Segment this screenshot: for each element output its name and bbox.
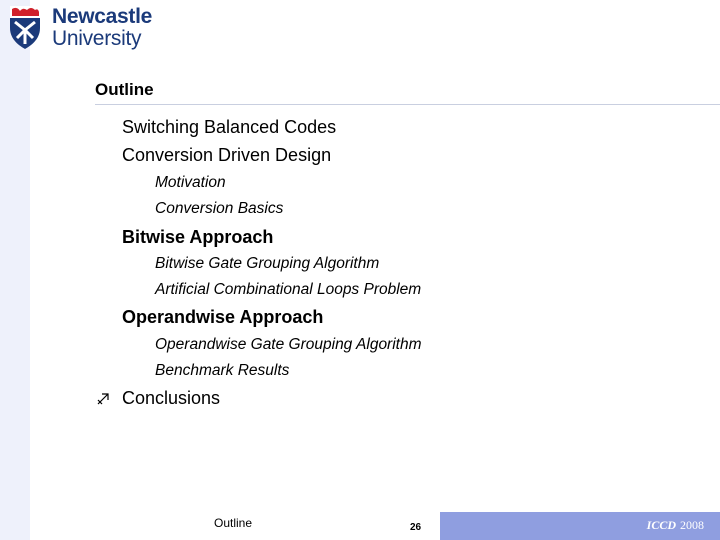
conference-name: ICCD [646,518,676,532]
outline-subitem-artificial-loops: Artificial Combinational Loops Problem [155,281,422,298]
conference-year: 2008 [680,518,704,532]
outline-subitem-motivation: Motivation [155,174,226,191]
title-divider [95,104,720,105]
outline-item-operandwise-approach: Operandwise Approach [122,307,324,327]
outline-subitem-benchmark-results: Benchmark Results [155,362,290,379]
outline-item-conversion-driven-design: Conversion Driven Design [122,145,332,165]
logo-name-line1: Newcastle [52,5,153,28]
footer-section-label: Outline [214,516,253,530]
outline-subitem-conversion-basics: Conversion Basics [155,200,284,217]
arrow-icon [96,390,112,406]
page-number: 26 [410,522,422,533]
outline-item-switching-balanced-codes: Switching Balanced Codes [122,117,337,137]
shield-icon [8,4,42,50]
outline-subitem-operandwise-gate-grouping: Operandwise Gate Grouping Algorithm [155,336,422,353]
footer-conference [647,518,704,533]
left-decorative-strip [0,0,30,540]
outline-subitem-bitwise-gate-grouping: Bitwise Gate Grouping Algorithm [155,255,380,272]
slide-title: Outline [95,80,154,99]
logo-name-line2: University [52,27,142,50]
university-logo [8,4,158,54]
outline-item-bitwise-approach: Bitwise Approach [122,227,274,247]
outline-item-conclusions: Conclusions [122,388,221,408]
